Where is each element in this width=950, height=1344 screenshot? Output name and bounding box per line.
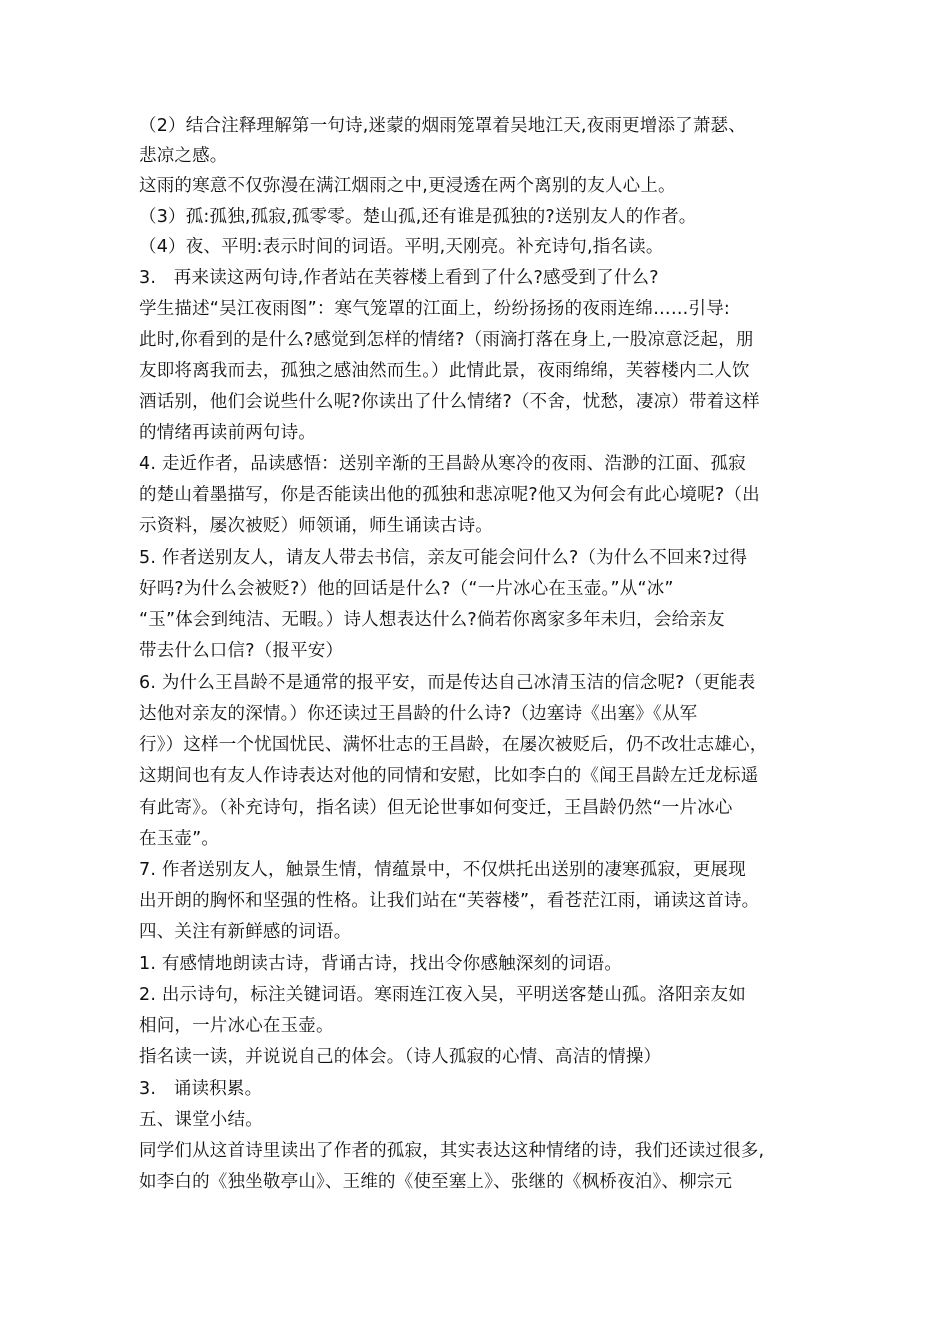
text-line: 3. 再来读这两句诗,作者站在芙蓉楼上看到了什么?感受到了什么? — [139, 268, 659, 288]
text-line: “玉”体会到纯洁、无暇。）诗人想表达什么?倘若你离家多年未归，会给亲友 — [139, 610, 725, 630]
text-line: 出开朗的胸怀和坚强的性格。让我们站在“芙蓉楼”，看苍茫江雨，诵读这首诗。 — [139, 891, 760, 911]
text-line: 如李白的《独坐敬亭山》、王维的《使至塞上》、张继的《枫桥夜泊》、柳宗元 — [139, 1172, 733, 1192]
text-line: 带去什么口信?（报平安） — [139, 641, 344, 661]
text-line: 此时,你看到的是什么?感觉到怎样的情绪?（雨滴打落在身上,一股凉意泛起，朋 — [139, 330, 754, 350]
section-heading: 四、关注有新鲜感的词语。 — [139, 922, 352, 942]
text-line: 的情绪再读前两句诗。 — [139, 423, 316, 443]
text-line: 在玉壶”。 — [139, 829, 220, 849]
text-line: 示资料，屡次被贬）师领诵，师生诵读古诗。 — [139, 516, 493, 536]
text-line: 相问，一片冰心在玉壶。 — [139, 1016, 334, 1036]
text-line: 学生描述“吴江夜雨图”：寒气笼罩的江面上，纷纷扬扬的夜雨连绵……引导: — [139, 299, 731, 319]
text-line: 的楚山着墨描写，你是否能读出他的孤独和悲凉呢?他又为何会有此心境呢?（出 — [139, 485, 760, 505]
section-heading: 五、课堂小结。 — [139, 1110, 263, 1130]
text-line: 这期间也有友人作诗表达对他的同情和安慰，比如李白的《闻王昌龄左迁龙标遥 — [139, 766, 759, 786]
text-line: （4）夜、平明:表示时间的词语。平明,天刚亮。补充诗句,指名读。 — [139, 237, 664, 257]
text-line: 4. 走近作者，品读感悟：送别辛渐的王昌龄从寒冷的夜雨、浩渺的江面、孤寂 — [139, 454, 746, 474]
text-line: （2）结合注释理解第一句诗,迷蒙的烟雨笼罩着吴地江天,夜雨更增添了萧瑟、 — [139, 116, 746, 136]
text-line: 5. 作者送别友人，请友人带去书信，亲友可能会问什么?（为什么不回来?过得 — [139, 548, 748, 568]
text-line: （3）孤:孤独,孤寂,孤零零。楚山孤,还有谁是孤独的?送别友人的作者。 — [139, 207, 697, 227]
text-line: 好吗?为什么会被贬?）他的回话是什么?（“一片冰心在玉壶。”从“冰” — [139, 579, 674, 599]
text-line: 悲凉之感。 — [139, 146, 228, 166]
text-line: 有此寄》。（补充诗句，指名读）但无论世事如何变迁，王昌龄仍然“一片冰心 — [139, 798, 733, 818]
text-line: 这雨的寒意不仅弥漫在满江烟雨之中,更浸透在两个离别的友人心上。 — [139, 176, 676, 196]
text-line: 3. 诵读积累。 — [139, 1079, 263, 1099]
text-line: 7. 作者送别友人，触景生情，情蕴景中，不仅烘托出送别的凄寒孤寂，更展现 — [139, 860, 746, 880]
text-line: 酒话别，他们会说些什么呢?你读出了什么情绪?（不舍，忧愁，凄凉）带着这样 — [139, 392, 760, 412]
text-line: 同学们从这首诗里读出了作者的孤寂，其实表达这种情绪的诗，我们还读过很多, — [139, 1141, 765, 1161]
text-line: 1. 有感情地朗读古诗，背诵古诗，找出令你感触深刻的词语。 — [139, 954, 623, 974]
text-line: 2. 出示诗句，标注关键词语。寒雨连江夜入吴，平明送客楚山孤。洛阳亲友如 — [139, 985, 746, 1005]
text-line: 行》）这样一个忧国忧民、满怀壮志的王昌龄，在屡次被贬后，仍不改壮志雄心， — [139, 735, 768, 755]
text-line: 友即将离我而去，孤独之感油然而生。）此情此景，夜雨绵绵，芙蓉楼内二人饮 — [139, 361, 750, 381]
text-line: 达他对亲友的深情。）你还读过王昌龄的什么诗?（边塞诗《出塞》《从军 — [139, 704, 698, 724]
text-line: 指名读一读，并说说自己的体会。（诗人孤寂的心情、高洁的情操） — [139, 1047, 662, 1067]
text-line: 6. 为什么王昌龄不是通常的报平安，而是传达自己冰清玉洁的信念呢?（更能表 — [139, 673, 756, 693]
